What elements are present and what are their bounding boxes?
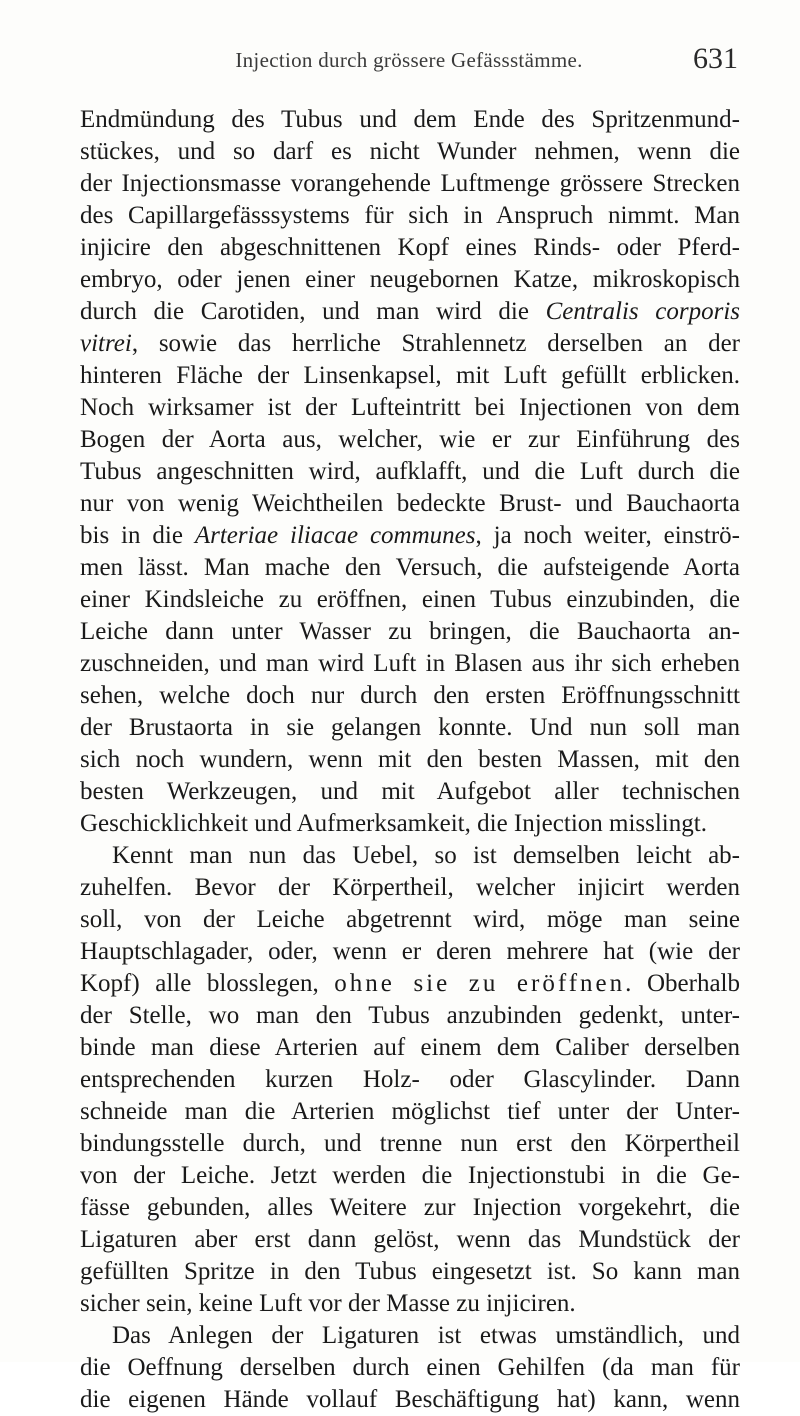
text-line: schneide man die Arterien möglichst tief unter der Unter- xyxy=(80,1098,740,1125)
text-line: zuhelfen. Bevor der Körpertheil, welcher injicirt werden xyxy=(80,874,740,901)
text-line: zuschneiden, und man wird Luft in Blasen aus ihr sich erheben xyxy=(80,650,740,677)
text-line: embryo, oder jenen einer neugebornen Katze, mikroskopisch xyxy=(80,266,740,293)
text-line: bindungsstelle durch, und trenne nun erst den Körpertheil xyxy=(80,1130,740,1157)
text-line: Das Anlegen der Ligaturen ist etwas umständlich, und xyxy=(112,1322,740,1349)
text-line: Bogen der Aorta aus, welcher, wie er zur Einführung des xyxy=(80,426,740,453)
text-line: einer Kindsleiche zu eröffnen, einen Tubus einzubinden, die xyxy=(80,586,740,613)
spaced-emphasis: ohne sie zu eröffnen xyxy=(334,970,626,997)
running-title: Injection durch grössere Gefässstämme. xyxy=(235,48,583,72)
text-line: gefüllten Spritze in den Tubus eingesetzt ist. So kann man xyxy=(80,1258,740,1285)
text-line: die Oeffnung derselben durch einen Gehilfen (da man für xyxy=(80,1354,740,1381)
text-line: Ligaturen aber erst dann gelöst, wenn das Mundstück der xyxy=(80,1226,740,1253)
text-segment: durch die Carotiden, und man wird die xyxy=(80,298,546,325)
text-line: entsprechenden kurzen Holz- oder Glascylinder. Dann xyxy=(80,1066,740,1093)
text-line: Endmündung des Tubus und dem Ende des Spritzenmund- xyxy=(80,106,740,133)
text-segment: , sowie das herrliche Strahlennetz derselben an der xyxy=(131,330,740,357)
text-line: des Capillargefässsystems für sich in Anspruch nimmt. Man xyxy=(80,202,740,229)
text-line: men lässt. Man mache den Versuch, die aufsteigende Aorta xyxy=(80,554,740,581)
text-line: fässe gebunden, alles Weitere zur Injection vorgekehrt, die xyxy=(80,1194,740,1221)
text-line xyxy=(80,520,740,552)
italic-term: Arteriae iliacae communes xyxy=(194,522,476,549)
text-line xyxy=(80,328,740,360)
text-line: besten Werkzeugen, und mit Aufgebot aller technischen xyxy=(80,778,740,805)
text-line: nur von wenig Weichtheilen bedeckte Brust- und Bauchaorta xyxy=(80,490,740,517)
body-text xyxy=(80,104,740,1416)
text-segment: , ja noch weiter, einströ- xyxy=(475,522,741,549)
text-line: Leiche dann unter Wasser zu bringen, die Bauchaorta an- xyxy=(80,618,740,645)
text-line: hinteren Fläche der Linsenkapsel, mit Luft gefüllt erblicken. xyxy=(80,362,740,389)
text-line: der Injectionsmasse vorangehende Luftmenge grössere Strecken xyxy=(80,170,740,197)
text-line: Tubus angeschnitten wird, aufklafft, und die Luft durch die xyxy=(80,458,740,485)
text-segment: bis in die xyxy=(80,522,195,549)
text-segment: . Oberhalb xyxy=(625,970,740,997)
italic-term: vitrei xyxy=(80,330,132,357)
text-line: von der Leiche. Jetzt werden die Injectionstubi in die Ge- xyxy=(80,1162,740,1189)
text-line: Noch wirksamer ist der Lufteintritt bei Injectionen von dem xyxy=(80,394,740,421)
text-line: die eigenen Hände vollauf Beschäftigung hat) kann, wenn xyxy=(80,1386,740,1413)
text-line xyxy=(80,296,740,328)
text-line: stückes, und so darf es nicht Wunder nehmen, wenn die xyxy=(80,138,740,165)
text-line: soll, von der Leiche abgetrennt wird, möge man seine xyxy=(80,906,740,933)
page-number: 631 xyxy=(693,42,738,75)
italic-term: Centralis corporis xyxy=(545,298,740,325)
text-line: injicire den abgeschnittenen Kopf eines Rinds- oder Pferd- xyxy=(80,234,740,261)
page-header xyxy=(80,38,738,78)
text-line: binde man diese Arterien auf einem dem Caliber derselben xyxy=(80,1034,740,1061)
text-line: der Stelle, wo man den Tubus anzubinden gedenkt, unter- xyxy=(80,1002,740,1029)
text-line: Geschicklichkeit und Aufmerksamkeit, die Injection misslingt. xyxy=(80,810,707,837)
text-line: Hauptschlagader, oder, wenn er deren mehrere hat (wie der xyxy=(80,938,740,965)
text-segment: Kopf) alle blosslegen, xyxy=(80,970,335,997)
text-line: sehen, welche doch nur durch den ersten Eröffnungsschnitt xyxy=(80,682,740,709)
text-line: Kennt man nun das Uebel, so ist demselben leicht ab- xyxy=(112,842,740,869)
text-line: der Brustaorta in sie gelangen konnte. Und nun soll man xyxy=(80,714,740,741)
text-line: sicher sein, keine Luft vor der Masse zu injiciren. xyxy=(80,1290,576,1317)
text-line xyxy=(80,968,740,1000)
text-line: sich noch wundern, wenn mit den besten Massen, mit den xyxy=(80,746,740,773)
